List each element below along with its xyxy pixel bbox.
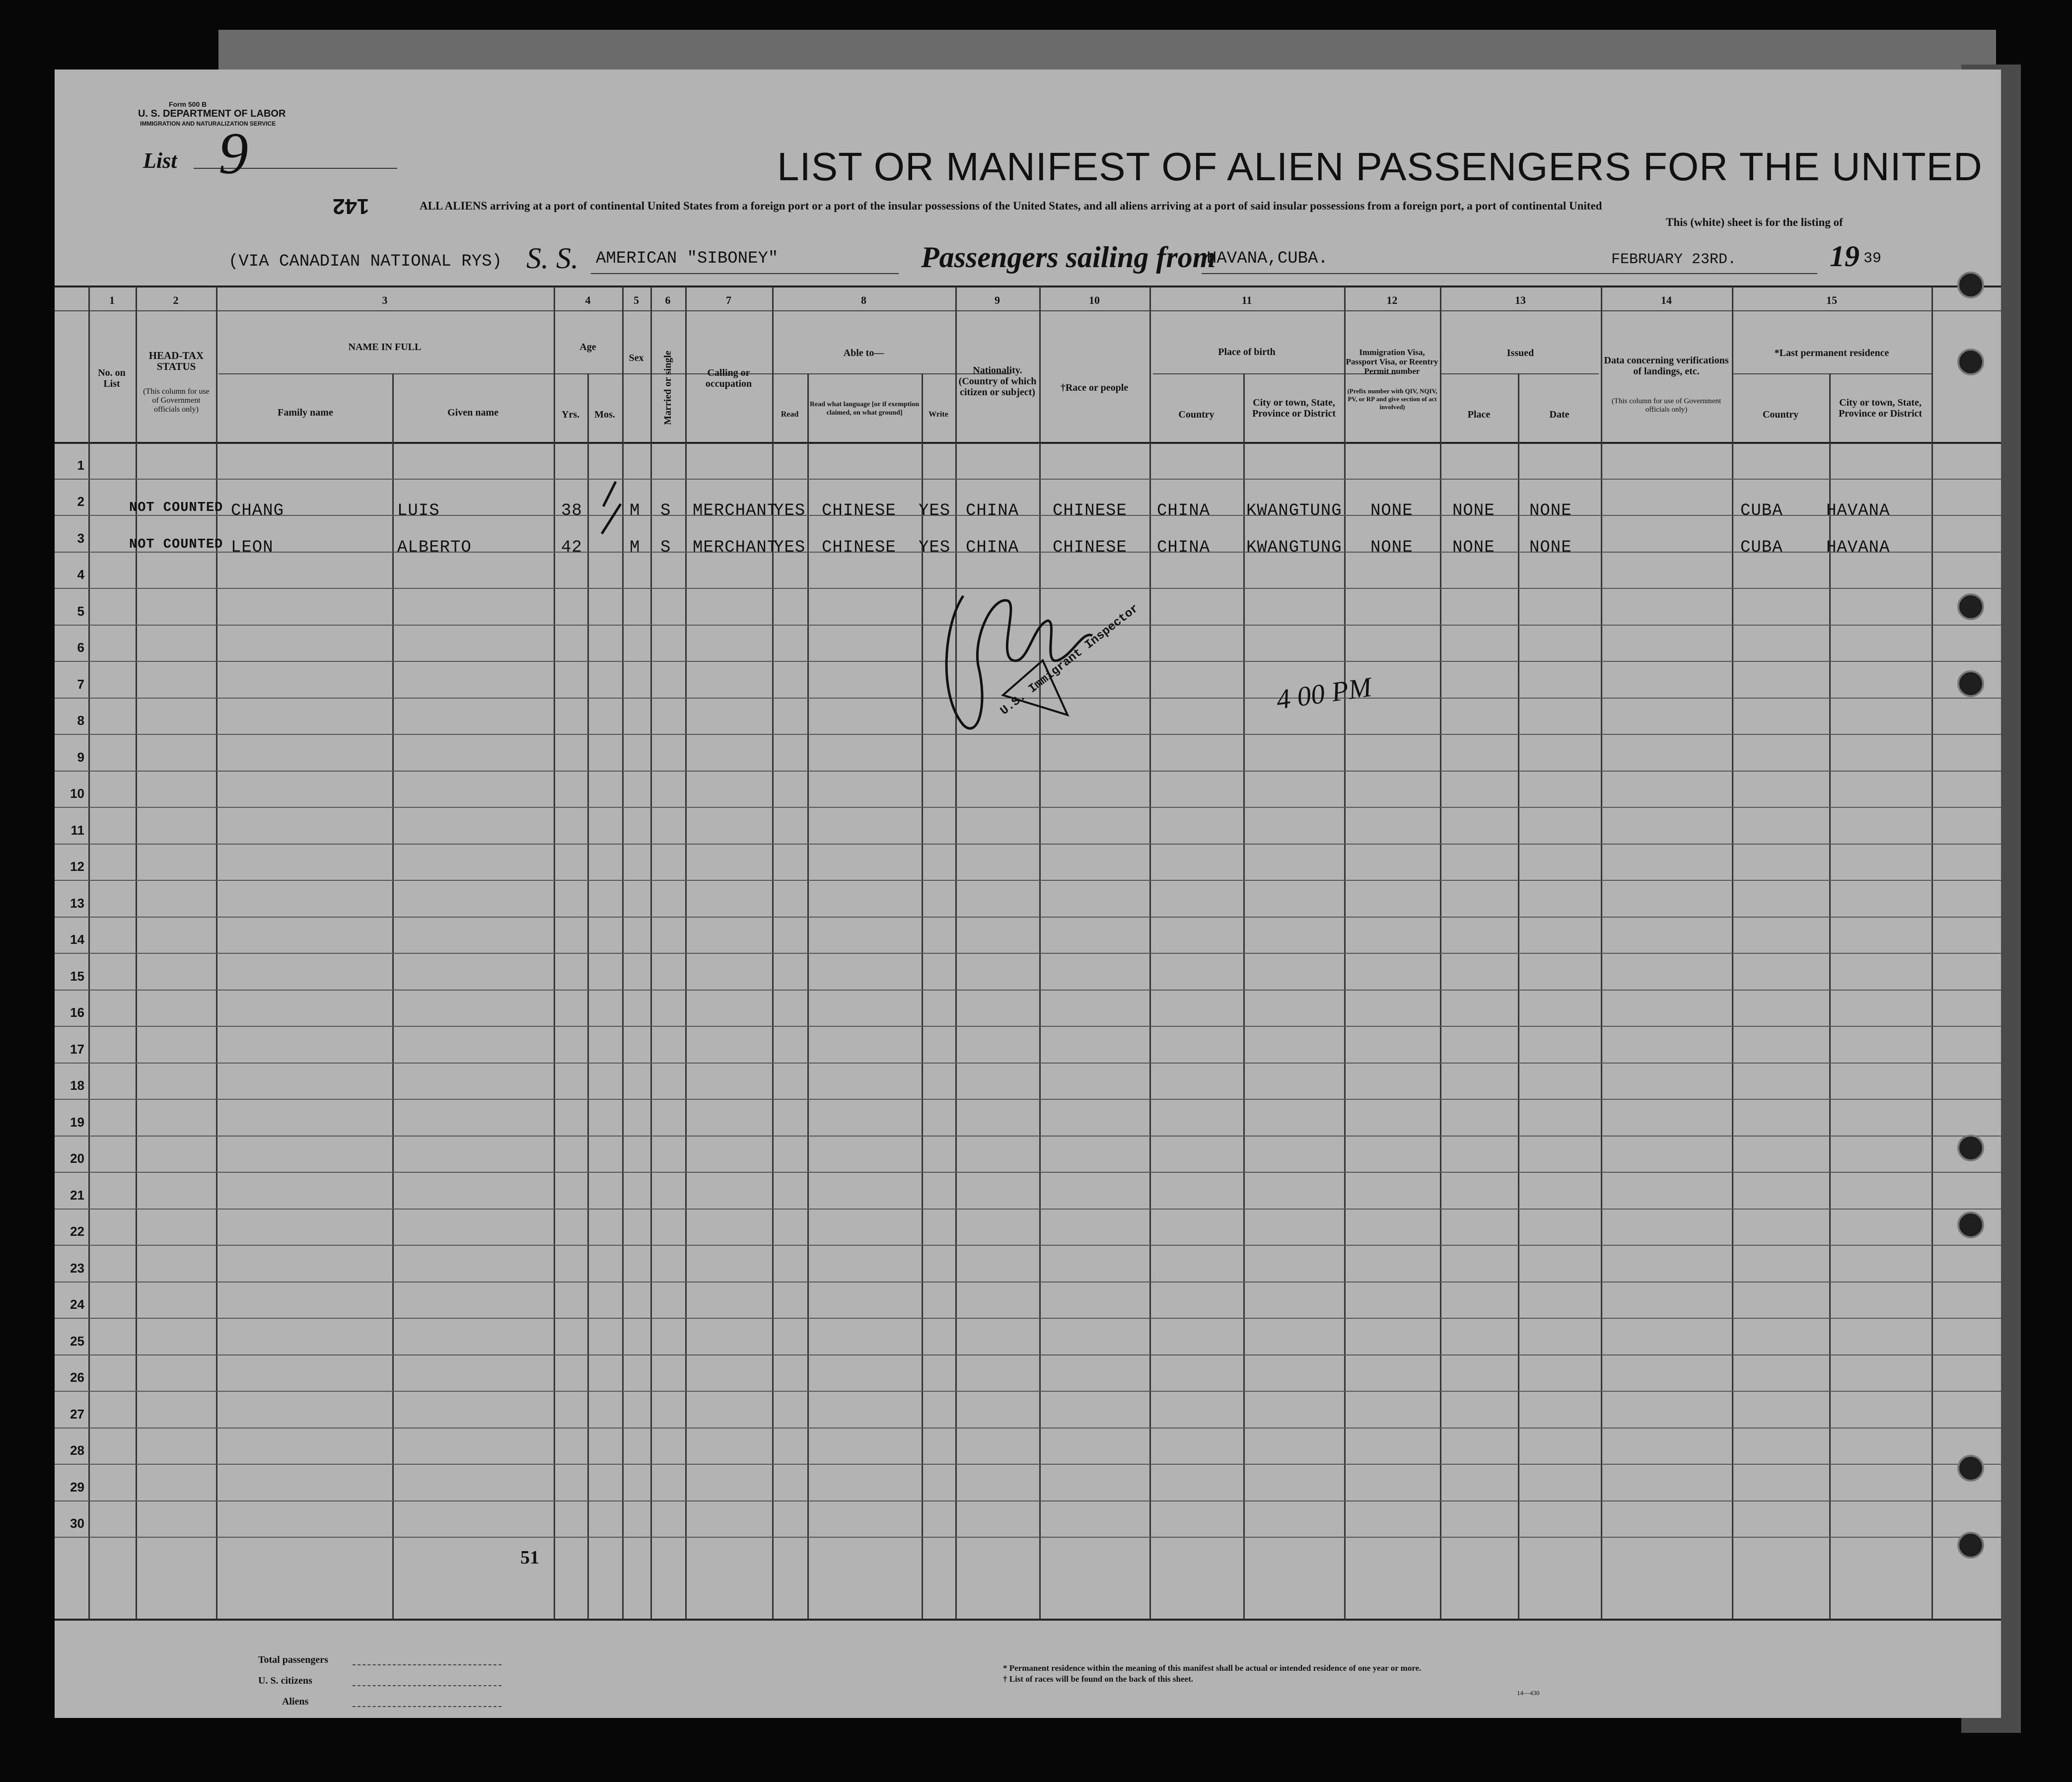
department-name: U. S. DEPARTMENT OF LABOR [138, 108, 286, 119]
can-write: YES [919, 501, 951, 520]
read-header: Read [781, 410, 799, 419]
residence-city: HAVANA [1826, 501, 1890, 520]
marital-status: S [660, 501, 671, 520]
list-number: 9 [218, 120, 248, 186]
residence-country: CUBA [1740, 538, 1783, 557]
handwritten-tick-marks [591, 477, 631, 586]
row-number: 14 [70, 932, 84, 947]
row-rule [55, 844, 2001, 845]
row-number: 29 [70, 1479, 84, 1495]
row-number: 28 [70, 1443, 84, 1458]
row-rule [55, 515, 2001, 516]
date-line [1609, 273, 1817, 274]
col-number-6: 6 [665, 294, 671, 306]
issued-header: Issued [1506, 348, 1534, 358]
birth-city-header: City or town, State, Province or District [1252, 397, 1336, 419]
birth-country: CHINA [1157, 538, 1211, 557]
family-name-header: Family name [278, 407, 333, 418]
time-note: 4 00 PM [1274, 671, 1374, 716]
row-rule [55, 1063, 2001, 1064]
head-tax-status: NOT COUNTED [129, 537, 223, 552]
row-number: 23 [70, 1260, 84, 1276]
departure-port: HAVANA,CUBA. [1207, 249, 1328, 268]
table-top-border [55, 285, 2001, 287]
binder-hole [1957, 1455, 1984, 1482]
table-bottom-border [55, 1619, 2001, 1621]
col-number-12: 12 [1386, 294, 1398, 306]
row-rule [55, 880, 2001, 881]
head-tax-note: (This column for use of Government officials only) [143, 387, 210, 414]
service-name: IMMIGRATION AND NATURALIZATION SERVICE [140, 120, 276, 127]
list-label: List [143, 148, 177, 173]
row-rule [55, 917, 2001, 918]
landing-header: Data concerning verifications of landings, etc. [1604, 355, 1729, 377]
row-number: 3 [77, 530, 84, 546]
row-rule [55, 479, 2001, 480]
us-citizens-label: U. S. citizens [258, 1675, 312, 1686]
row-rule [55, 1209, 2001, 1210]
row-rule [55, 1136, 2001, 1137]
age-years: 38 [561, 501, 582, 520]
row-number: 7 [77, 676, 84, 692]
can-read: YES [774, 538, 806, 557]
can-read: YES [774, 501, 806, 520]
col-line-8b [807, 373, 809, 1620]
port-line [1202, 273, 1614, 274]
visa-note: (Prefix number with QIV, NQIV, PV, or RP and give section of act involved) [1347, 387, 1437, 411]
race: CHINESE [1053, 538, 1127, 557]
visa-header: Immigration Visa, Passport Visa, or Reentry Permit number [1346, 348, 1438, 376]
row-rule [55, 1354, 2001, 1355]
row-rule [55, 1282, 2001, 1283]
row-number: 18 [70, 1078, 84, 1093]
issued-date-header: Date [1549, 409, 1570, 420]
given-name: LUIS [397, 501, 440, 520]
issued-subheader-rule [1440, 373, 1599, 374]
residence-country-header: Country [1762, 409, 1799, 420]
col-number-4: 4 [585, 294, 591, 306]
binder-hole [1957, 670, 1984, 697]
no-on-list-header: No. on List [98, 367, 126, 389]
row-number: 5 [77, 603, 84, 619]
row-number: 25 [70, 1333, 84, 1349]
row-rule [55, 1318, 2001, 1319]
total-passengers-label: Total passengers [258, 1654, 328, 1665]
header-bottom-border [55, 442, 2001, 444]
binder-hole [1957, 272, 1984, 298]
us-citizens-line [353, 1685, 501, 1686]
issued-place-header: Place [1467, 409, 1491, 420]
year-suffix: 39 [1863, 250, 1882, 267]
row-rule [55, 1537, 2001, 1538]
given-name: ALBERTO [397, 538, 472, 557]
row-rule [55, 1391, 2001, 1392]
row-rule [55, 1099, 2001, 1100]
row-number: 27 [70, 1406, 84, 1422]
year-prefix: 19 [1830, 240, 1859, 273]
form-number: Form 500 B [169, 100, 207, 108]
visa-number: NONE [1370, 538, 1413, 557]
row-number: 10 [70, 786, 84, 801]
marital-status: S [660, 538, 671, 557]
row-number: 20 [70, 1151, 84, 1166]
manifest-subtitle-2: This (white) sheet is for the listing of [1666, 216, 1843, 228]
row-rule [55, 1245, 2001, 1246]
occupation: MERCHANT [693, 538, 778, 557]
visa-number: NONE [1370, 501, 1413, 520]
family-name: CHANG [231, 501, 285, 520]
row-number: 4 [77, 567, 84, 582]
age-months-header: Mos. [594, 409, 615, 420]
read-language: CHINESE [822, 538, 896, 557]
form-code: 14—430 [1517, 1689, 1540, 1697]
col-line-8c [922, 373, 923, 1620]
row-rule [55, 1172, 2001, 1173]
head-tax-header: HEAD-TAX STATUS [148, 350, 204, 372]
col-number-1: 1 [109, 294, 115, 306]
row-number: 1 [77, 457, 84, 473]
aliens-label: Aliens [282, 1696, 309, 1707]
row-rule [55, 990, 2001, 991]
birth-city: KWANGTUNG [1246, 501, 1342, 520]
nationality-header: Nationality. (Country of which citizen or subject) [958, 365, 1037, 398]
row-number: 11 [71, 822, 84, 838]
issued-place: NONE [1452, 501, 1495, 520]
sex: M [630, 538, 641, 557]
row-number: 8 [77, 713, 84, 728]
ship-line [591, 273, 899, 274]
aliens-line [353, 1706, 501, 1707]
age-years-header: Yrs. [561, 409, 580, 420]
residence-subheader-rule [1733, 373, 1931, 374]
row-rule [55, 953, 2001, 954]
manifest-title: LIST OR MANIFEST OF ALIEN PASSENGERS FOR THE UNITED [777, 144, 1983, 189]
row-rule [55, 1500, 2001, 1501]
birth-country-header: Country [1178, 409, 1215, 420]
row-number: 12 [70, 859, 84, 874]
binder-hole [1957, 1135, 1984, 1161]
col-line-11b [1243, 373, 1245, 1620]
row-number: 15 [70, 968, 84, 984]
col-line-15b [1829, 373, 1831, 1620]
col-number-9: 9 [995, 294, 1000, 306]
age-header: Age [579, 342, 596, 353]
col-number-14: 14 [1661, 294, 1672, 306]
col-number-13: 13 [1515, 294, 1526, 306]
race: CHINESE [1053, 501, 1127, 520]
col-number-15: 15 [1826, 294, 1837, 306]
landing-note: (This column for use of Government officials only) [1611, 397, 1721, 414]
row-rule [55, 552, 2001, 553]
calling-header: Calling or occupation [705, 367, 752, 389]
occupation: MERCHANT [693, 501, 778, 520]
name-subheader-rule [218, 373, 611, 374]
row-rule [55, 1464, 2001, 1465]
residence-country: CUBA [1740, 501, 1783, 520]
row-number: 6 [77, 640, 84, 655]
col-number-2: 2 [173, 294, 179, 306]
place-of-birth-header: Place of birth [1218, 347, 1276, 357]
row-number: 13 [70, 895, 84, 911]
total-passengers-line [353, 1664, 501, 1665]
row-number: 9 [77, 749, 84, 765]
tally-number: 51 [520, 1547, 539, 1568]
row-number: 19 [70, 1114, 84, 1130]
inspector-stamp: U.S. Immigrant Inspector [998, 602, 1142, 718]
residence-city: HAVANA [1826, 538, 1890, 557]
sailing-label: Passengers sailing from [921, 241, 1216, 274]
read-language: CHINESE [822, 501, 896, 520]
footnote-races: † List of races will be found on the back of this sheet. [1003, 1674, 1193, 1684]
col-line-4b [587, 373, 589, 1620]
row-rule [55, 1026, 2001, 1027]
binder-hole [1957, 1532, 1984, 1559]
sailing-date: FEBRUARY 23RD. [1611, 251, 1737, 268]
head-tax-status: NOT COUNTED [129, 500, 223, 515]
last-residence-header: *Last permanent residence [1774, 348, 1889, 358]
row-number: 26 [70, 1370, 84, 1385]
write-header: Write [929, 410, 948, 419]
row-rule [55, 1427, 2001, 1428]
col-line-3b [392, 373, 394, 1620]
col-number-11: 11 [1241, 294, 1252, 306]
row-number: 16 [70, 1005, 84, 1020]
binder-hole [1957, 349, 1984, 375]
read-language-header: Read what language [or if exemption claimed, on what ground] [809, 401, 920, 417]
row-number: 24 [70, 1297, 84, 1312]
row-rule [55, 807, 2001, 808]
row-number: 2 [77, 494, 84, 509]
issued-date: NONE [1529, 501, 1572, 520]
col-number-5: 5 [634, 294, 639, 306]
ship-name: AMERICAN "SIBONEY" [596, 249, 779, 268]
binder-hole [1957, 593, 1984, 620]
via-note: (VIA CANADIAN NATIONAL RYS) [228, 252, 502, 271]
manifest-subtitle-1: ALL ALIENS arriving at a port of continental United States from a foreign port or a port of the insular possessions of the United States, and all aliens arriving at a port of said insular possessions from a foreign port, a port of continental United [420, 200, 1602, 212]
family-name: LEON [231, 538, 274, 557]
manifest-sheet [55, 70, 2001, 1718]
race-header: †Race or people [1060, 382, 1129, 393]
footnote-residence: * Permanent residence within the meaning of this manifest shall be actual or intended residence of one year or more. [1003, 1663, 1422, 1673]
birth-city: KWANGTUNG [1246, 538, 1342, 557]
col-number-10: 10 [1089, 294, 1100, 306]
age-years: 42 [561, 538, 582, 557]
issued-place: NONE [1452, 538, 1495, 557]
row-number: 21 [70, 1187, 84, 1203]
sex: M [630, 501, 641, 520]
stamp-number: 142 [333, 194, 369, 218]
can-write: YES [919, 538, 951, 557]
given-name-header: Given name [447, 407, 499, 418]
inspector-signature [933, 566, 1122, 775]
residence-city-header: City or town, State, Province or District [1838, 397, 1923, 419]
name-in-full-header: NAME IN FULL [348, 342, 422, 353]
ss-label: S. S. [526, 242, 578, 275]
nationality: CHINA [966, 538, 1019, 557]
row-number: 17 [70, 1041, 84, 1057]
row-number: 22 [70, 1224, 84, 1239]
nationality: CHINA [966, 501, 1019, 520]
row-number: 30 [70, 1516, 84, 1531]
sex-header: Sex [629, 353, 644, 363]
col-number-8: 8 [861, 294, 866, 306]
married-header: Married or single [662, 351, 673, 425]
column-number-rule [55, 310, 2001, 311]
birth-country: CHINA [1157, 501, 1211, 520]
col-number-3: 3 [382, 294, 388, 306]
able-to-header: Able to— [843, 348, 884, 358]
col-line-13b [1518, 373, 1519, 1620]
col-number-7: 7 [726, 294, 731, 306]
binder-hole [1957, 1212, 1984, 1238]
issued-date: NONE [1529, 538, 1572, 557]
